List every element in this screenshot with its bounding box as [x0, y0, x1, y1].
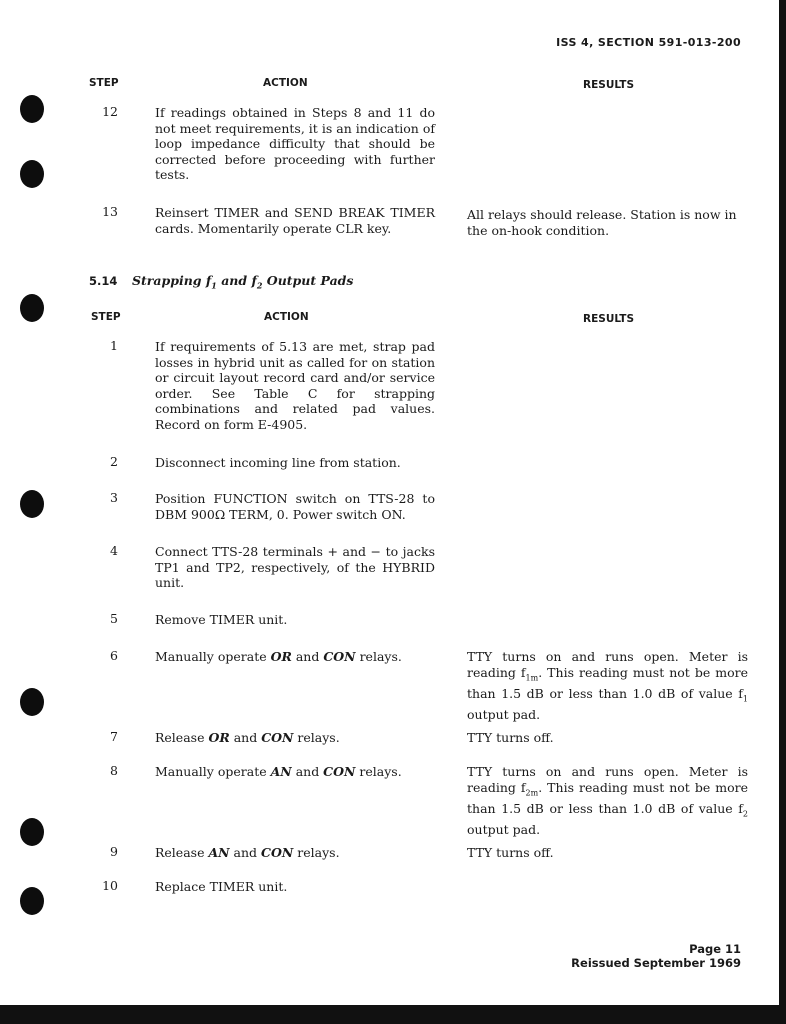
- relay-name: AN: [270, 764, 292, 779]
- relay-name: CON: [323, 649, 356, 664]
- results-column-heading: RESULTS: [583, 79, 635, 91]
- step-number: 6: [110, 648, 118, 663]
- punch-hole: [20, 95, 44, 123]
- action-text: Release OR and CON relays.: [155, 730, 340, 745]
- reissue-date: Reissued September 1969: [571, 956, 741, 970]
- punch-hole: [20, 490, 44, 518]
- action-text: Release AN and CON relays.: [155, 845, 340, 860]
- relay-name: CON: [261, 730, 294, 745]
- action-column-heading: ACTION: [263, 77, 308, 89]
- step-number: 2: [110, 454, 118, 469]
- result-text: TTY turns off.: [467, 730, 554, 745]
- step-number: 3: [110, 490, 118, 505]
- step-number: 5: [110, 611, 118, 626]
- action-text: Manually operate OR and CON relays.: [155, 649, 402, 664]
- action-text: Replace TIMER unit.: [155, 879, 288, 894]
- punch-hole: [20, 887, 44, 915]
- punch-hole: [20, 294, 44, 322]
- punch-hole: [20, 160, 44, 188]
- section-number: 5.14: [89, 274, 118, 288]
- relay-name: CON: [323, 764, 356, 779]
- result-text: TTY turns on and runs open. Meter is reading $f_{1m}$. This reading must not be more than 1.5 dB or less than 1.0 dB of value $f_1$ output pad.: [467, 649, 748, 722]
- result-text: All relays should release. Station is now in the on-hook condition.: [467, 207, 737, 238]
- action-text: Position FUNCTION switch on TTS-28 to DBM 900Ω TERM, 0. Power switch ON.: [155, 491, 435, 522]
- action-text: Disconnect incoming line from station.: [155, 455, 401, 470]
- page-number: Page 11: [689, 942, 741, 956]
- step-number: 12: [102, 104, 118, 119]
- action-text: Reinsert TIMER and SEND BREAK TIMER cards. Momentarily operate CLR key.: [155, 205, 435, 236]
- step-number: 10: [102, 878, 118, 893]
- step-number: 4: [110, 543, 118, 558]
- page-header: ISS 4, SECTION 591-013-200: [556, 36, 741, 49]
- step-number: 1: [110, 338, 118, 353]
- punch-hole: [20, 688, 44, 716]
- step-number: 7: [110, 729, 118, 744]
- scan-edge-bottom: [0, 1005, 786, 1024]
- result-text: TTY turns on and runs open. Meter is reading $f_{2m}$. This reading must not be more than 1.5 dB or less than 1.0 dB of value $f_2$ output pad.: [467, 764, 748, 837]
- punch-hole: [20, 818, 44, 846]
- relay-name: AN: [208, 845, 230, 860]
- step-number: 13: [102, 204, 118, 219]
- result-text: TTY turns off.: [467, 845, 554, 860]
- action-text: If readings obtained in Steps 8 and 11 do not meet requirements, it is an indication of loop impedance difficulty that should be corrected before proceeding with further tests.: [155, 105, 435, 182]
- section-title: Strapping $f_1$ and $f_2$ Output Pads: [132, 273, 354, 291]
- action-text: Connect TTS-28 terminals + and − to jacks TP1 and TP2, respectively, of the HYBRID unit.: [155, 544, 435, 590]
- results-column-heading: RESULTS: [583, 313, 635, 325]
- step-column-heading: STEP: [89, 77, 119, 89]
- action-column-heading: ACTION: [264, 311, 309, 323]
- action-text: Remove TIMER unit.: [155, 612, 288, 627]
- relay-name: OR: [208, 730, 230, 745]
- relay-name: OR: [270, 649, 292, 664]
- relay-name: CON: [261, 845, 294, 860]
- step-column-heading: STEP: [91, 311, 121, 323]
- action-text: Manually operate AN and CON relays.: [155, 764, 402, 779]
- step-number: 9: [110, 844, 118, 859]
- action-text: If requirements of 5.13 are met, strap pad losses in hybrid unit as called for on station or circuit layout record card and/or service order. See Table C for strapping combinations and related pad values. Record on form E-4905.: [155, 339, 435, 432]
- step-number: 8: [110, 763, 118, 778]
- scan-edge-right: [779, 0, 786, 1024]
